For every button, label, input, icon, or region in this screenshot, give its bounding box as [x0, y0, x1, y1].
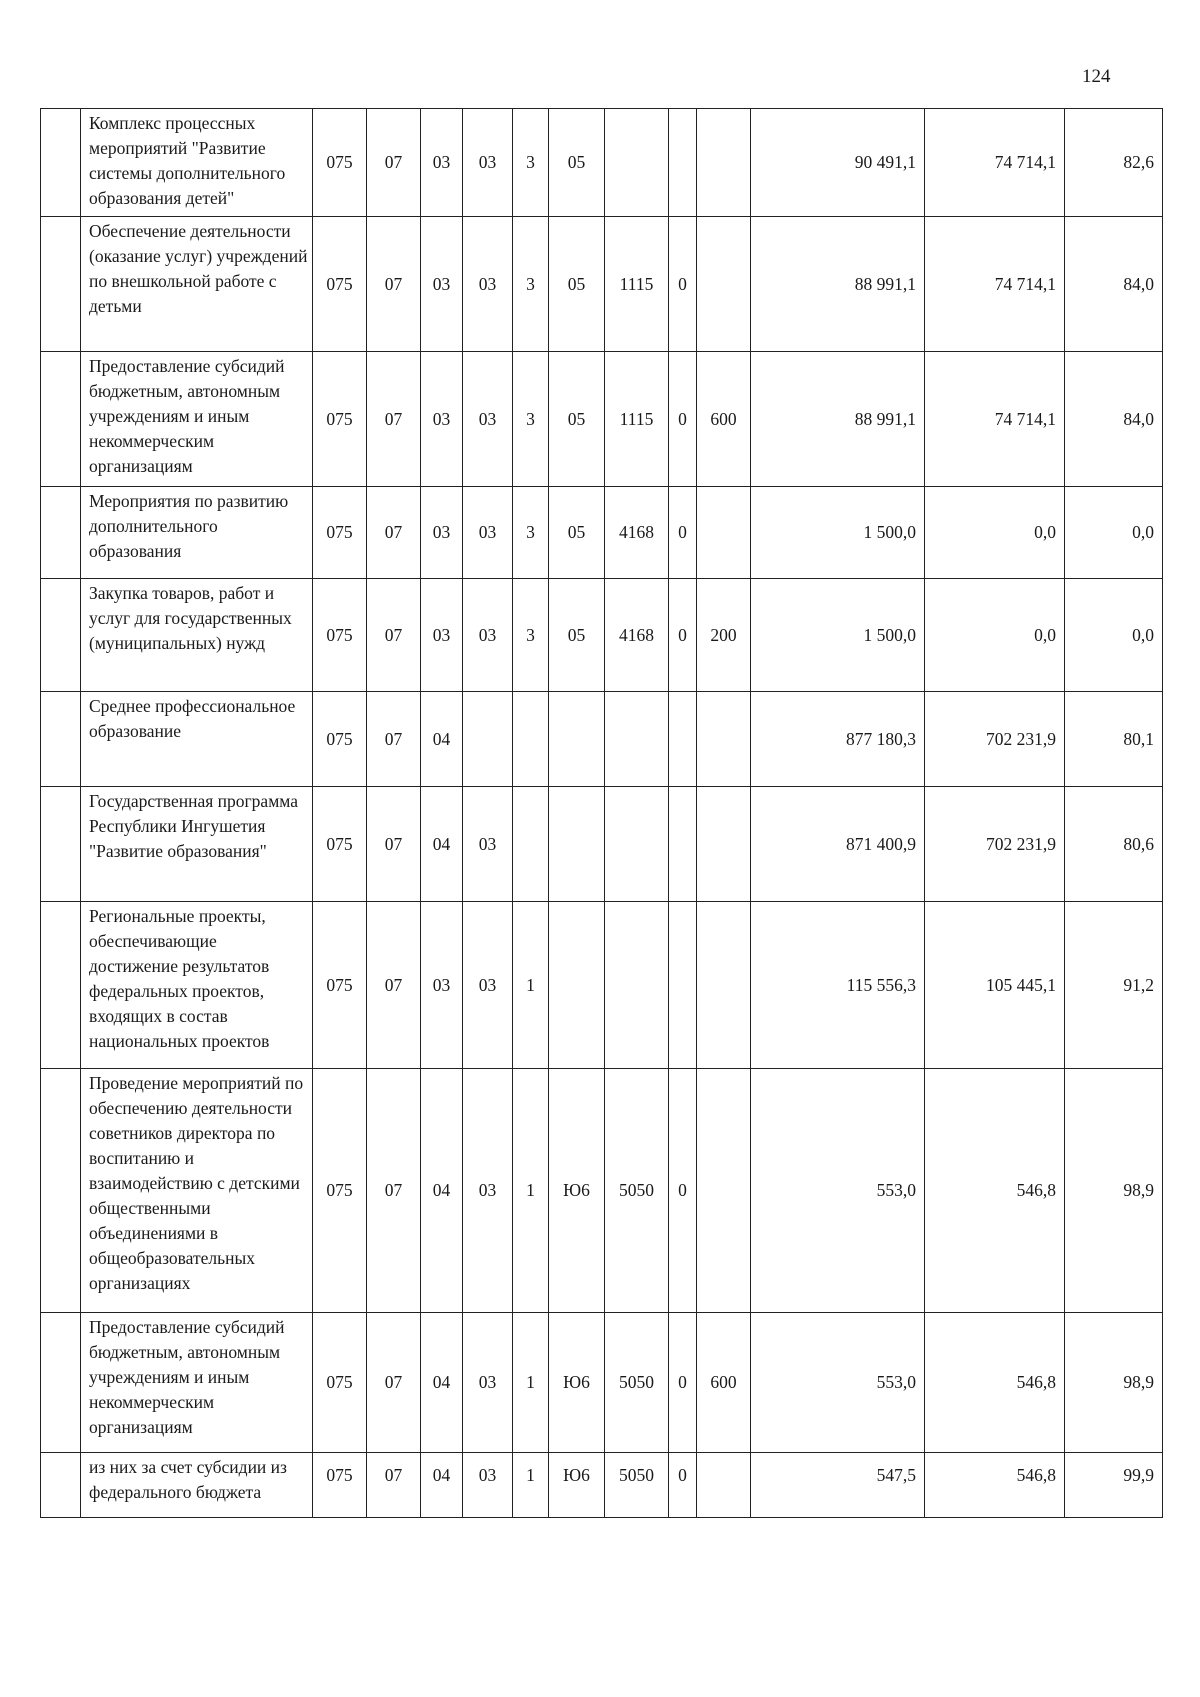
code-ministry: 075 [313, 787, 367, 902]
code-subprogram: 3 [513, 217, 549, 352]
percent-executed: 84,0 [1065, 217, 1163, 352]
code-program: 03 [463, 352, 513, 487]
code-suffix [669, 902, 697, 1069]
item-name: Мероприятия по развитию дополнительного образования [81, 487, 313, 579]
code-subsection: 04 [421, 787, 463, 902]
code-section: 07 [367, 109, 421, 217]
code-direction: 1115 [605, 217, 669, 352]
code-program: 03 [463, 902, 513, 1069]
percent-executed: 82,6 [1065, 109, 1163, 217]
index-cell [41, 787, 81, 902]
index-cell [41, 217, 81, 352]
item-name: Региональные проекты, обеспечивающие достижение результатов федеральных проектов, входящих в состав национальных проектов [81, 902, 313, 1069]
code-suffix [669, 787, 697, 902]
table-row [41, 579, 1163, 692]
code-suffix: 0 [669, 352, 697, 487]
code-section: 07 [367, 217, 421, 352]
amount-fact: 0,0 [925, 579, 1065, 692]
code-direction: 4168 [605, 579, 669, 692]
percent-executed: 98,9 [1065, 1313, 1163, 1453]
code-expense-type: 600 [697, 352, 751, 487]
index-cell [41, 692, 81, 787]
percent-executed: 84,0 [1065, 352, 1163, 487]
code-subprogram: 3 [513, 487, 549, 579]
code-direction [605, 692, 669, 787]
item-name: из них за счет субсидии из федерального бюджета [81, 1453, 313, 1518]
index-cell [41, 579, 81, 692]
page-number: 124 [1082, 66, 1111, 87]
code-direction: 5050 [605, 1313, 669, 1453]
code-expense-type [697, 217, 751, 352]
amount-fact: 546,8 [925, 1069, 1065, 1313]
percent-executed: 91,2 [1065, 902, 1163, 1069]
percent-executed: 98,9 [1065, 1069, 1163, 1313]
item-name: Обеспечение деятельности (оказание услуг) учреждений по внешкольной работе с детьми [81, 217, 313, 352]
code-expense-type [697, 109, 751, 217]
amount-plan: 553,0 [751, 1313, 925, 1453]
percent-executed: 80,1 [1065, 692, 1163, 787]
code-subsection: 03 [421, 487, 463, 579]
code-event: 05 [549, 217, 605, 352]
amount-plan: 88 991,1 [751, 217, 925, 352]
amount-plan: 115 556,3 [751, 902, 925, 1069]
code-subprogram: 1 [513, 1453, 549, 1518]
code-subprogram: 3 [513, 109, 549, 217]
code-subsection: 03 [421, 217, 463, 352]
code-section: 07 [367, 787, 421, 902]
code-section: 07 [367, 579, 421, 692]
amount-fact: 546,8 [925, 1453, 1065, 1518]
code-event [549, 787, 605, 902]
code-expense-type [697, 692, 751, 787]
code-subsection: 03 [421, 579, 463, 692]
code-event: Ю6 [549, 1453, 605, 1518]
table-row [41, 787, 1163, 902]
code-suffix: 0 [669, 1069, 697, 1313]
amount-fact: 105 445,1 [925, 902, 1065, 1069]
code-ministry: 075 [313, 692, 367, 787]
table-row [41, 217, 1163, 352]
code-subprogram: 1 [513, 1069, 549, 1313]
code-subsection: 04 [421, 1453, 463, 1518]
code-subsection: 03 [421, 109, 463, 217]
item-name: Проведение мероприятий по обеспечению деятельности советников директора по воспитанию и взаимодействию с детскими общественными объединениями в общеобразовательных организациях [81, 1069, 313, 1313]
code-subprogram [513, 787, 549, 902]
table-row [41, 902, 1163, 1069]
code-direction: 4168 [605, 487, 669, 579]
code-program: 03 [463, 217, 513, 352]
code-expense-type: 600 [697, 1313, 751, 1453]
table-row [41, 1313, 1163, 1453]
code-expense-type: 200 [697, 579, 751, 692]
code-program: 03 [463, 109, 513, 217]
index-cell [41, 487, 81, 579]
code-expense-type [697, 1069, 751, 1313]
percent-executed: 0,0 [1065, 579, 1163, 692]
code-expense-type [697, 487, 751, 579]
code-subsection: 03 [421, 352, 463, 487]
code-program: 03 [463, 1069, 513, 1313]
code-program: 03 [463, 579, 513, 692]
code-program: 03 [463, 1313, 513, 1453]
code-suffix [669, 109, 697, 217]
code-event: Ю6 [549, 1069, 605, 1313]
amount-plan: 1 500,0 [751, 579, 925, 692]
item-name: Среднее профессиональное образование [81, 692, 313, 787]
code-direction [605, 902, 669, 1069]
code-event: 05 [549, 579, 605, 692]
amount-plan: 88 991,1 [751, 352, 925, 487]
table-row [41, 1069, 1163, 1313]
code-subprogram: 3 [513, 579, 549, 692]
amount-plan: 1 500,0 [751, 487, 925, 579]
code-ministry: 075 [313, 217, 367, 352]
code-expense-type [697, 787, 751, 902]
code-section: 07 [367, 1313, 421, 1453]
index-cell [41, 1453, 81, 1518]
budget-table [40, 108, 1163, 1518]
amount-fact: 702 231,9 [925, 787, 1065, 902]
code-subprogram [513, 692, 549, 787]
code-event: Ю6 [549, 1313, 605, 1453]
amount-fact: 74 714,1 [925, 352, 1065, 487]
code-direction [605, 787, 669, 902]
code-event: 05 [549, 352, 605, 487]
percent-executed: 80,6 [1065, 787, 1163, 902]
index-cell [41, 352, 81, 487]
amount-plan: 871 400,9 [751, 787, 925, 902]
code-suffix: 0 [669, 579, 697, 692]
code-section: 07 [367, 692, 421, 787]
code-suffix: 0 [669, 487, 697, 579]
code-subprogram: 3 [513, 352, 549, 487]
code-subsection: 04 [421, 1069, 463, 1313]
table-row [41, 109, 1163, 217]
table-row [41, 487, 1163, 579]
code-suffix: 0 [669, 1313, 697, 1453]
amount-fact: 0,0 [925, 487, 1065, 579]
code-ministry: 075 [313, 109, 367, 217]
code-subprogram: 1 [513, 1313, 549, 1453]
code-event: 05 [549, 109, 605, 217]
code-direction: 1115 [605, 352, 669, 487]
index-cell [41, 1313, 81, 1453]
percent-executed: 99,9 [1065, 1453, 1163, 1518]
code-program: 03 [463, 487, 513, 579]
code-section: 07 [367, 902, 421, 1069]
code-section: 07 [367, 487, 421, 579]
item-name: Закупка товаров, работ и услуг для государственных (муниципальных) нужд [81, 579, 313, 692]
index-cell [41, 109, 81, 217]
code-expense-type [697, 1453, 751, 1518]
code-ministry: 075 [313, 1069, 367, 1313]
item-name: Государственная программа Республики Ингушетия "Развитие образования" [81, 787, 313, 902]
code-section: 07 [367, 1453, 421, 1518]
code-direction [605, 109, 669, 217]
item-name: Комплекс процессных мероприятий "Развитие системы дополнительного образования детей" [81, 109, 313, 217]
amount-fact: 702 231,9 [925, 692, 1065, 787]
code-program [463, 692, 513, 787]
code-ministry: 075 [313, 352, 367, 487]
item-name: Предоставление субсидий бюджетным, автономным учреждениям и иным некоммерческим организациям [81, 352, 313, 487]
amount-plan: 90 491,1 [751, 109, 925, 217]
code-suffix: 0 [669, 217, 697, 352]
amount-fact: 546,8 [925, 1313, 1065, 1453]
code-subsection: 04 [421, 1313, 463, 1453]
table-row [41, 692, 1163, 787]
code-section: 07 [367, 1069, 421, 1313]
code-subprogram: 1 [513, 902, 549, 1069]
code-ministry: 075 [313, 579, 367, 692]
code-ministry: 075 [313, 487, 367, 579]
code-direction: 5050 [605, 1453, 669, 1518]
code-section: 07 [367, 352, 421, 487]
item-name: Предоставление субсидий бюджетным, автономным учреждениям и иным некоммерческим организациям [81, 1313, 313, 1453]
code-ministry: 075 [313, 1453, 367, 1518]
code-program: 03 [463, 787, 513, 902]
code-direction: 5050 [605, 1069, 669, 1313]
amount-plan: 877 180,3 [751, 692, 925, 787]
code-event [549, 902, 605, 1069]
code-event [549, 692, 605, 787]
code-ministry: 075 [313, 902, 367, 1069]
amount-fact: 74 714,1 [925, 217, 1065, 352]
code-ministry: 075 [313, 1313, 367, 1453]
table-row [41, 352, 1163, 487]
amount-plan: 547,5 [751, 1453, 925, 1518]
table-row [41, 1453, 1163, 1518]
code-suffix [669, 692, 697, 787]
code-expense-type [697, 902, 751, 1069]
amount-fact: 74 714,1 [925, 109, 1065, 217]
index-cell [41, 902, 81, 1069]
code-program: 03 [463, 1453, 513, 1518]
code-subsection: 03 [421, 902, 463, 1069]
code-subsection: 04 [421, 692, 463, 787]
percent-executed: 0,0 [1065, 487, 1163, 579]
table-body [41, 109, 1163, 1518]
amount-plan: 553,0 [751, 1069, 925, 1313]
code-event: 05 [549, 487, 605, 579]
code-suffix: 0 [669, 1453, 697, 1518]
index-cell [41, 1069, 81, 1313]
